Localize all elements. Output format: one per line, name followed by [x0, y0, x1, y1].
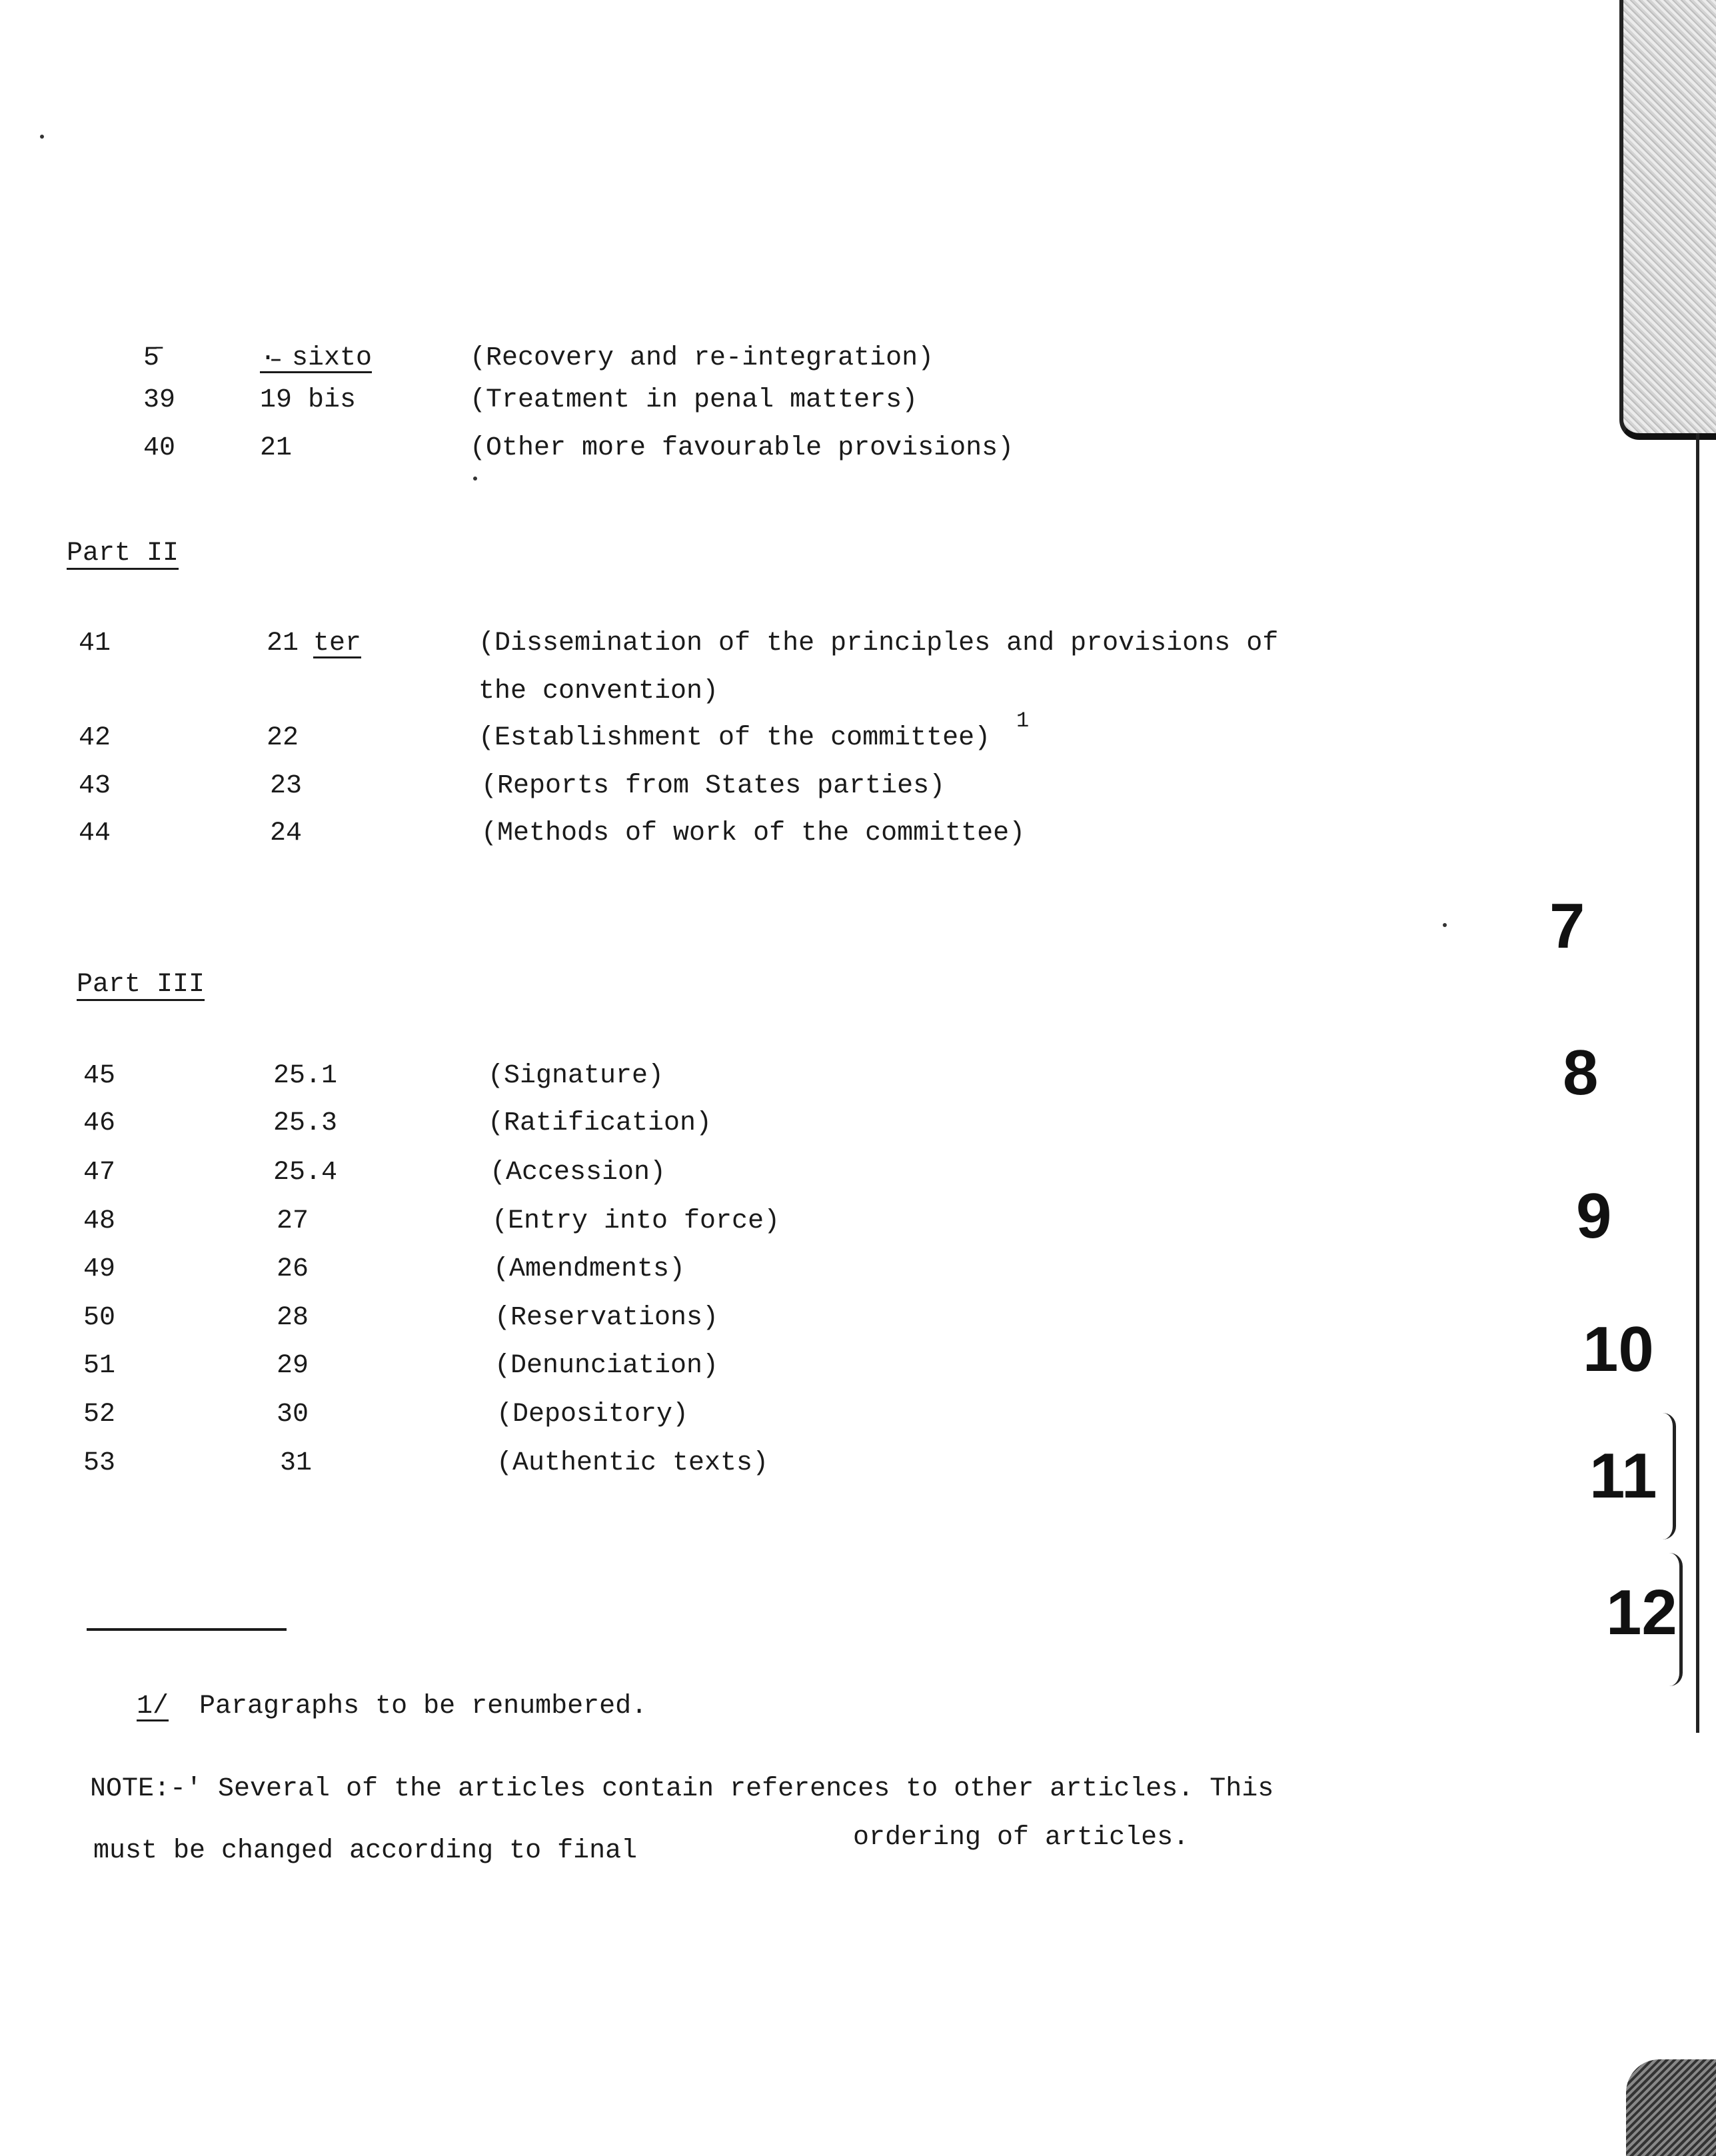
- article-title: (Dissemination of the principles and provisions of: [478, 628, 1279, 658]
- article-title: (Signature): [488, 1061, 664, 1091]
- article-number: 45: [83, 1061, 116, 1091]
- article-number: 52: [83, 1400, 116, 1430]
- article-number: 5̄: [143, 343, 160, 373]
- draft-reference: 21: [267, 628, 299, 658]
- tab-divider-top: [1619, 0, 1716, 440]
- article-number: 51: [83, 1351, 116, 1381]
- draft-reference: 23: [270, 771, 303, 801]
- footnote-marker: 1/: [137, 1691, 169, 1721]
- draft-reference: ·̵ sixto: [260, 343, 373, 373]
- article-number: 44: [79, 818, 111, 848]
- article-title-continuation: the convention): [478, 676, 719, 706]
- note-line-1: NOTE:-' Several of the articles contain references to other articles. This: [90, 1774, 1274, 1804]
- draft-reference: 31: [280, 1448, 313, 1478]
- scan-speck: [40, 135, 44, 139]
- note-line-2a: must be changed according to final: [93, 1836, 638, 1866]
- tab-12[interactable]: 12: [1606, 1577, 1677, 1648]
- draft-reference: 22: [267, 723, 299, 753]
- draft-reference: 25.3: [273, 1108, 338, 1138]
- article-title: (Methods of work of the committee): [481, 818, 1026, 848]
- footnote-text: Paragraphs to be renumbered.: [199, 1691, 648, 1721]
- article-title: (Accession): [490, 1158, 666, 1188]
- tab-11-edge: [1659, 1413, 1676, 1540]
- footnote-separator: [87, 1628, 287, 1631]
- footnote-mark: 1: [1016, 708, 1030, 733]
- article-number: 39: [143, 385, 176, 415]
- article-number: 42: [79, 723, 111, 753]
- tab-10[interactable]: 10: [1583, 1314, 1654, 1385]
- article-number: 46: [83, 1108, 116, 1138]
- article-title: (Denunciation): [494, 1351, 719, 1381]
- footnote: [137, 1691, 647, 1721]
- tab-divider-edge: [1696, 433, 1716, 1733]
- article-title: (Entry into force): [492, 1206, 780, 1236]
- article-number: 47: [83, 1158, 116, 1188]
- article-title: (Other more favourable provisions): [470, 433, 1014, 463]
- draft-reference: 26: [277, 1254, 309, 1284]
- article-number: 48: [83, 1206, 116, 1236]
- draft-reference: 25.4: [273, 1158, 338, 1188]
- article-number: 40: [143, 433, 176, 463]
- article-title: (Authentic texts): [496, 1448, 769, 1478]
- tab-11[interactable]: 11: [1589, 1440, 1657, 1512]
- part-iii-heading: Part III: [77, 970, 205, 1000]
- draft-reference: 28: [277, 1303, 309, 1333]
- draft-reference: 30: [277, 1400, 309, 1430]
- draft-reference: 27: [277, 1206, 309, 1236]
- tab-9[interactable]: 9: [1576, 1180, 1612, 1252]
- article-title: (Ratification): [488, 1108, 712, 1138]
- article-title: (Reports from States parties): [481, 771, 946, 801]
- tab-7[interactable]: 7: [1549, 890, 1585, 962]
- draft-reference: 19 bis: [260, 385, 357, 415]
- scan-speck: [473, 477, 477, 481]
- article-title: (Depository): [496, 1400, 689, 1430]
- tab-12-edge: [1666, 1553, 1683, 1686]
- article-number: 41: [79, 628, 111, 658]
- scan-speck: [1443, 923, 1447, 927]
- draft-reference: 24: [270, 818, 303, 848]
- article-number: 53: [83, 1448, 116, 1478]
- part-ii-heading: Part II: [67, 539, 179, 568]
- article-title: (Treatment in penal matters): [470, 385, 918, 415]
- article-title: (Amendments): [493, 1254, 686, 1284]
- article-title: (Reservations): [494, 1303, 719, 1333]
- draft-reference: 25.1: [273, 1061, 338, 1091]
- draft-reference-suffix: ter: [313, 628, 362, 658]
- tab-8[interactable]: 8: [1563, 1037, 1599, 1108]
- draft-reference: 21: [260, 433, 293, 463]
- article-number: 50: [83, 1303, 116, 1333]
- tab-divider-bottom: [1626, 2059, 1716, 2156]
- article-number: 43: [79, 771, 111, 801]
- article-number: 49: [83, 1254, 116, 1284]
- draft-reference: 29: [277, 1351, 309, 1381]
- note-line-2b: ordering of articles.: [853, 1823, 1190, 1853]
- article-title: (Establishment of the committee): [478, 723, 991, 753]
- article-title: (Recovery and re-integration): [470, 343, 934, 373]
